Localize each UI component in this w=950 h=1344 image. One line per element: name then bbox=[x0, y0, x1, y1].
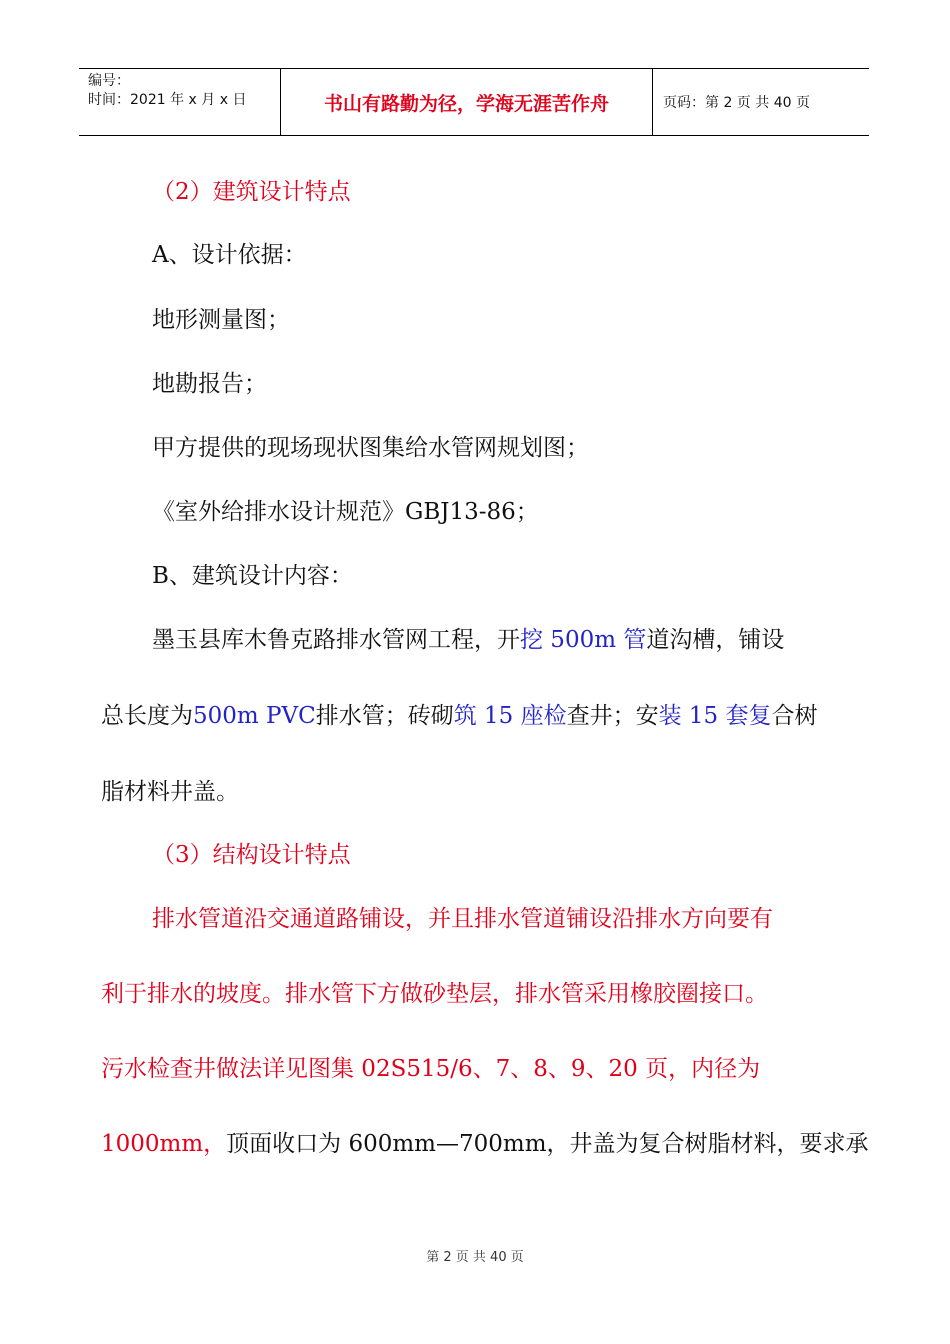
structure-paragraph-line-3: 污水检查井做法详见图集 02S515/6、7、8、9、20 页，内径为 bbox=[101, 1056, 761, 1082]
section-2-title: （2）建筑设计特点 bbox=[152, 179, 351, 205]
design-basis-title: A、设计依据： bbox=[152, 242, 307, 268]
page-footer: 第 2 页 共 40 页 bbox=[426, 1250, 524, 1265]
page-header bbox=[79, 68, 869, 136]
document-number-label: 编号： bbox=[88, 73, 130, 89]
document-date: 时间：2021 年 x 月 x 日 bbox=[88, 92, 247, 108]
content-paragraph-line-1: 墨玉县库木鲁克路排水管网工程，开挖 500m 管道沟槽，铺设 bbox=[152, 627, 785, 653]
content-paragraph-line-2: 总长度为500m PVC排水管；砖砌筑 15 座检查井；安装 15 套复合树 bbox=[101, 703, 818, 729]
structure-paragraph-line-2: 利于排水的坡度。排水管下方做砂垫层，排水管采用橡胶圈接口。 bbox=[101, 981, 768, 1007]
header-page-info: 页码：第 2 页 共 40 页 bbox=[663, 95, 810, 111]
section-3-title: （3）结构设计特点 bbox=[152, 842, 351, 868]
basis-item-3: 甲方提供的现场现状图集给水管网规划图； bbox=[152, 435, 589, 461]
basis-item-1: 地形测量图； bbox=[152, 307, 290, 333]
design-content-title: B、建筑设计内容： bbox=[152, 563, 353, 589]
structure-paragraph-line-1: 排水管道沿交通道路铺设，并且排水管道铺设沿排水方向要有 bbox=[152, 906, 773, 932]
basis-item-4: 《室外给排水设计规范》GBJ13-86； bbox=[152, 499, 539, 525]
header-motto: 书山有路勤为径，学海无涯苦作舟 bbox=[281, 69, 653, 135]
structure-paragraph-line-4: 1000mm，顶面收口为 600mm—700mm，井盖为复合树脂材料，要求承 bbox=[101, 1131, 869, 1157]
basis-item-2: 地勘报告； bbox=[152, 371, 267, 397]
content-paragraph-line-3: 脂材料井盖。 bbox=[101, 779, 239, 805]
header-meta bbox=[79, 69, 281, 135]
